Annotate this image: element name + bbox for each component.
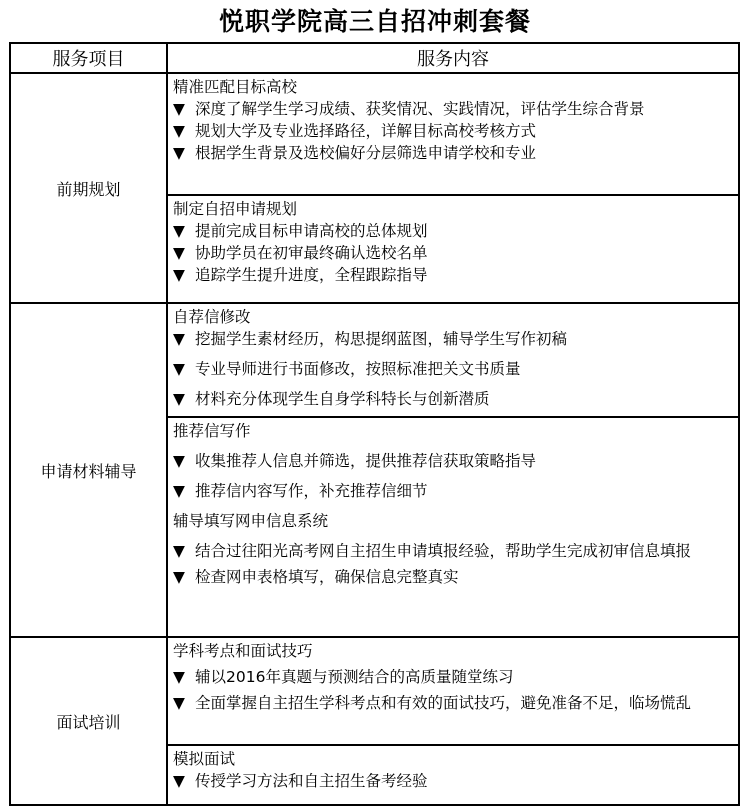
triangle-bullet-icon: ▼ [173,482,185,500]
row-item-materials: 申请材料辅导 [10,303,167,637]
block-heading: 自荐信修改 [173,308,251,326]
content-block [167,745,739,805]
content-block [167,417,739,637]
triangle-bullet-icon: ▼ [173,266,185,284]
content-block [167,637,739,745]
triangle-bullet-icon: ▼ [173,244,185,262]
list-item: ▼ 材料充分体现学生自身学科特长与创新潜质 [173,390,490,408]
list-item: ▼ 深度了解学生学习成绩、获奖情况、实践情况，评估学生综合背景 [173,100,645,118]
list-item: ▼ 根据学生背景及选校偏好分层筛选申请学校和专业 [173,144,537,162]
block-heading: 模拟面试 [173,750,236,768]
list-item: ▼ 规划大学及专业选择路径，详解目标高校考核方式 [173,122,537,140]
list-item: ▼ 传授学习方法和自主招生备考经验 [173,772,428,790]
triangle-bullet-icon: ▼ [173,360,185,378]
content-block [167,303,739,417]
list-item: ▼ 推荐信内容写作，补充推荐信细节 [173,482,428,500]
service-table [9,42,740,806]
content-block [167,195,739,303]
list-item: ▼ 追踪学生提升进度，全程跟踪指导 [173,266,428,284]
row-item-interview: 面试培训 [10,637,167,805]
list-item: ▼ 检查网申表格填写，确保信息完整真实 [173,568,459,586]
list-item: ▼ 结合过往阳光高考网自主招生申请填报经验，帮助学生完成初审信息填报 [173,542,692,560]
block-heading: 制定自招申请规划 [173,200,298,218]
triangle-bullet-icon: ▼ [173,568,185,586]
list-item: ▼ 提前完成目标申请高校的总体规划 [173,222,428,240]
triangle-bullet-icon: ▼ [173,694,185,712]
list-item: ▼ 专业导师进行书面修改，按照标准把关文书质量 [173,360,521,378]
triangle-bullet-icon: ▼ [173,144,185,162]
triangle-bullet-icon: ▼ [173,668,185,686]
triangle-bullet-icon: ▼ [173,222,185,240]
row-item-planning: 前期规划 [10,73,167,303]
list-item: ▼ 收集推荐人信息并筛选，提供推荐信获取策略指导 [173,452,537,470]
list-item: ▼ 挖掘学生素材经历，构思提纲蓝图，辅导学生写作初稿 [173,330,568,348]
triangle-bullet-icon: ▼ [173,122,185,140]
header-service-item: 服务项目 [10,43,167,73]
list-item: ▼ 协助学员在初审最终确认选校名单 [173,244,428,262]
table-row [10,303,739,417]
table-header-row [10,43,739,73]
page-title: 悦职学院高三自招冲刺套餐 [218,7,531,36]
triangle-bullet-icon: ▼ [173,772,185,790]
triangle-bullet-icon: ▼ [173,542,185,560]
header-service-content: 服务内容 [167,43,739,73]
triangle-bullet-icon: ▼ [173,330,185,348]
triangle-bullet-icon: ▼ [173,100,185,118]
block-heading: 学科考点和面试技巧 [173,642,313,660]
list-item: ▼ 辅以2016年真题与预测结合的高质量随堂练习 [173,668,514,686]
block-heading: 辅导填写网申信息系统 [173,512,329,530]
triangle-bullet-icon: ▼ [173,390,185,408]
list-item: ▼ 全面掌握自主招生学科考点和有效的面试技巧，避免准备不足，临场慌乱 [173,694,692,712]
table-row [10,73,739,195]
table-row [10,637,739,745]
triangle-bullet-icon: ▼ [173,452,185,470]
block-heading: 精准匹配目标高校 [173,78,298,96]
block-heading: 推荐信写作 [173,422,251,440]
content-block [167,73,739,195]
